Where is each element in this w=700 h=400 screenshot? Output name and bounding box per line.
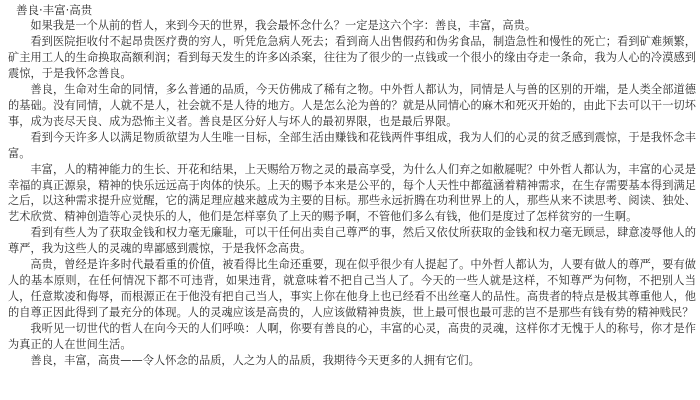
document-body: [8, 18, 696, 369]
paragraph: 丰富，人的精神能力的生长、开花和结果，上天赐给万物之灵的最高享受，为什么人们弃之如敝屣呢？中外哲人都认为，丰富的心灵是幸福的真正源泉，精神的快乐远远高于肉体的快乐。上天的赐予本来是公平的，每个人天性中都蕴涵着精神需求，在生存需要基本得到满足之后，以这种需求提升应觉醒，它的满足理应越来越成为主要的目标。那些永远折腾在功利世界上的人，那些从来不读思考、阅读、独处、艺术欣赏、精神创造等心灵快乐的人，他们是怎样辜负了上天的赐予啊，不管他们多么有钱，他们是度过了怎样贫穷的一生啊。: [8, 162, 696, 224]
paragraph: 善良，丰富，高贵——令人怀念的品质，人之为人的品质，我期待今天更多的人拥有它们。: [30, 354, 480, 368]
paragraph: 看到有些人为了获取金钱和权力毫无廉耻，可以干任何出卖自己尊严的事，然后又依仗所获取的金钱和权力毫无顾忌，肆意凌辱他人的尊严，我为这些人的灵魂的卑鄙感到震惊，于是我怀念高贵。: [8, 226, 696, 256]
document-title: 善良·丰富·高贵: [16, 3, 93, 17]
paragraph: 我听见一切世代的哲人在向今天的人们呼唤：人啊，你要有善良的心，丰富的心灵，高贵的灵魂，这样你才无愧于人的称号，你才是作为真正的人在世间生活。: [8, 322, 696, 352]
paragraph: 如果我是一个从前的哲人，来到今天的世界，我会最怀念什么？一定是这六个字：善良，丰富，高贵。: [30, 19, 537, 32]
paragraph: 看到今天许多人以满足物质欲望为人生唯一目标，全部生活由赚钱和花钱两件事组成，我为人们的心灵的贫乏感到震惊，于是我怀念丰富。: [8, 130, 696, 160]
paragraph: 高贵，曾经是许多时代最看重的价值，被看得比生命还重要，现在似乎很少有人提起了。中外哲人都认为，人要有做人的尊严，要有做人的基本原则，在任何情况下都不可违背，如果违背，就意味着不把自己当人了。今天的一些人就是这样，不知尊严为何物，不把别人当人，任意欺凌和侮辱，而根源正在于他没有把自己当人，事实上你在他身上也已经看不出丝毫人的品性。高贵者的特点是极其尊重他人，他的自尊正因此得到了最充分的体现。人的灵魂应该是高贵的，人应该做精神贵族，世上最可恨也最可悲的岂不是那些有钱有势的精神贱民？: [8, 258, 696, 320]
paragraph: 看到医院拒收付不起昂贵医疗费的穷人，听凭危急病人死去；看到商人出售假药和伪劣食品，制造急性和慢性的死亡；看到矿难频繁，矿主用工人的生命换取高额利润；看到每天发生的许多凶杀案，往往为了很少的一点钱或一个很小的缘由夺走一条命，我为人心的冷漠感到震惊，于是我怀念善良。: [8, 34, 696, 80]
paragraph: 善良，生命对生命的同情，多么普通的品质，今天仿佛成了稀有之物。中外哲人都认为，同情是人与兽的区别的开端，是人类全部道德的基础。没有同情，人就不是人，社会就不是人待的地方。人是怎么沦为兽的？就是从同情心的麻木和死灭开始的，由此下去可以干一切坏事，成为丧尽天良、成为恐怖主义者。善良是区分好人与坏人的最初界限，也是最后界限。: [8, 82, 696, 128]
